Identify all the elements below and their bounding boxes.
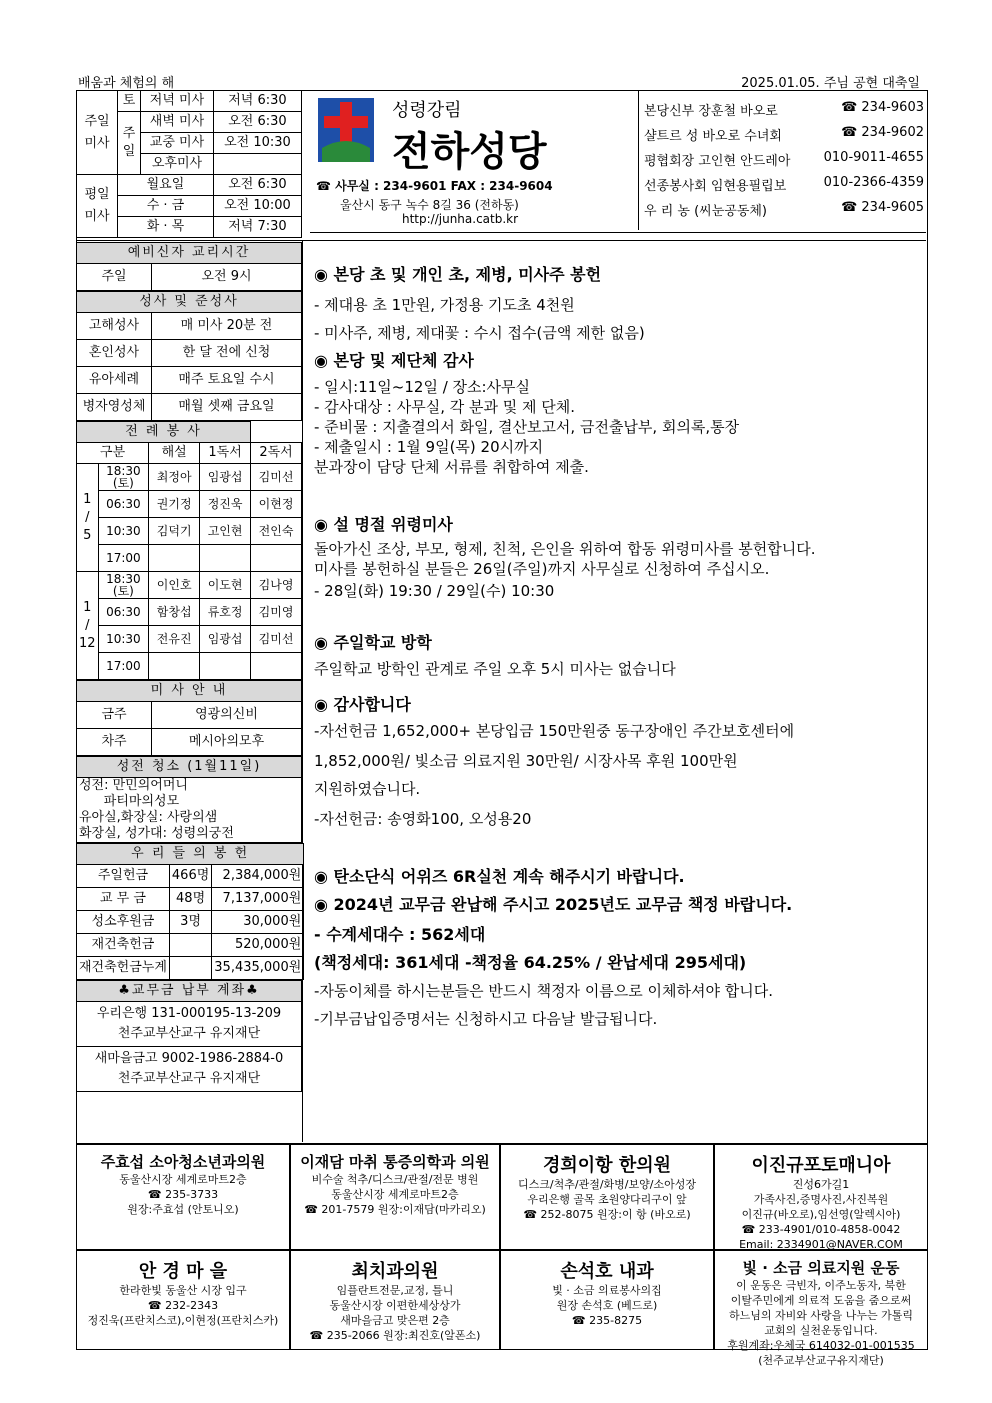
notice-line: - 수계세대수 : 562세대: [314, 925, 486, 944]
notice-line: - 제출일시 : 1월 9일(목) 20시까지: [314, 438, 544, 456]
liturgy-name: 류호정: [200, 599, 251, 626]
ad-line: 가족사진,증명사진,사진복원: [753, 1193, 889, 1206]
offering-amount: 7,137,000원: [212, 888, 304, 911]
ad-line: ☎ 235-8275: [571, 1314, 643, 1327]
liturgy-name: 전인숙: [251, 518, 302, 545]
ad-title: 안 경 마 을: [138, 1261, 228, 1282]
liturgy-time: 10:30: [98, 626, 149, 653]
offering-label: 성소후원금: [77, 911, 170, 934]
contact-name: 선종봉사회 임현용필립보: [644, 179, 787, 194]
liturgy-name: 정진욱: [200, 491, 251, 518]
section-header: 예비신자 교리시간: [77, 243, 302, 264]
row-label: 주일: [77, 264, 152, 291]
ad-line: 빛 · 소금 의료봉사의집: [552, 1284, 662, 1297]
liturgy-name: 전유진: [149, 626, 200, 653]
notice-line: 미사를 봉헌하실 분들은 26일(주일)까지 사무실로 신청하여 주십시오.: [314, 560, 770, 578]
mass-name: 교중 미사: [141, 133, 214, 154]
office-phone: ☎ 사무실 : 234-9601 FAX : 234-9604: [316, 179, 553, 193]
ad-line: 정진욱(프란치스코),이현정(프란치스카): [87, 1314, 279, 1327]
liturgy-head: 2독서: [251, 443, 302, 464]
ad-line: 새마을금고 맞은편 2층: [340, 1314, 450, 1327]
notice-line: -자선헌금: 송영화100, 오성용20: [314, 810, 532, 828]
mass-name: 새벽 미사: [141, 112, 214, 133]
mass-times-table: [76, 90, 302, 238]
contact-row: [644, 100, 924, 125]
row-value: 매주 토요일 수시: [152, 367, 302, 394]
weekday-name: 화 · 목: [118, 217, 214, 238]
liturgy-name: [149, 653, 200, 680]
date-feast: 2025.01.05. 주님 공현 대축일: [741, 76, 920, 91]
section-table: [76, 980, 302, 1092]
liturgy-head: 구분: [77, 443, 149, 464]
ad-box: [76, 1250, 290, 1350]
liturgy-time: 10:30: [98, 518, 149, 545]
notice-line: - 준비물 : 지출결의서 화일, 결산보고서, 금전출납부, 회의록,통장: [314, 418, 740, 436]
contact-row: [644, 175, 924, 200]
notice-line: ◉ 주일학교 방학: [314, 633, 432, 652]
liturgy-name: 김미선: [251, 626, 302, 653]
ad-line: 후원계좌:우체국 614032-01-001535: [727, 1339, 915, 1352]
section-header: 미 사 안 내: [77, 681, 302, 702]
ad-line: (천주교부산교구유지재단): [758, 1354, 884, 1367]
liturgy-time: 18:30 (토): [98, 464, 149, 491]
weekday-name: 수 · 금: [118, 196, 214, 217]
ad-line: 디스크/척추/관절/화병/보양/소아성장: [518, 1178, 696, 1191]
account-block: 우리은행 131-000195-13-209 천주교부산교구 유지재단: [77, 1002, 302, 1047]
offering-amount: 520,000원: [212, 934, 304, 957]
ad-title: 경희이항 한의원: [543, 1155, 671, 1176]
ad-line: 이 운동은 극빈자, 이주노동자, 북한: [736, 1279, 906, 1292]
offering-count: 48명: [169, 888, 211, 911]
liturgy-head: 해설: [149, 443, 200, 464]
offering-label: 재건축헌금누계: [77, 957, 170, 980]
row-label: 병자영성체: [77, 394, 152, 421]
ad-box: [500, 1144, 714, 1250]
section-header: ♣교무금 납부 계좌♣: [77, 981, 302, 1002]
ad-line: 이탈주민에게 의료적 도움을 줌으로써: [730, 1294, 912, 1307]
contact-name: 본당신부 장훈철 바오로: [644, 104, 778, 119]
liturgy-name: 김덕기: [149, 518, 200, 545]
notice-line: -자동이체를 하시는분들은 반드시 책정자 이름으로 이체하셔야 합니다.: [314, 982, 774, 1000]
ad-box: [290, 1250, 500, 1350]
ad-box: [290, 1144, 500, 1250]
ad-title: 손석호 내과: [560, 1261, 654, 1282]
section-table: [76, 680, 302, 756]
liturgy-time: 18:30 (토): [98, 572, 149, 599]
contact-phone: 010-2366-4359: [823, 175, 924, 190]
saturday-label: 토: [118, 91, 141, 112]
contact-phone: ☎ 234-9602: [841, 125, 924, 140]
church-subtitle: 성령강림: [392, 100, 462, 121]
section-table: [76, 421, 302, 680]
section-table: [76, 756, 302, 843]
row-value: 영광의신비: [152, 702, 302, 729]
ad-line: 한라한빛 동울산 시장 입구: [119, 1284, 247, 1297]
ad-line: ☎ 233-4901/010-4858-0042: [741, 1223, 901, 1236]
mass-time: [213, 154, 301, 175]
ad-line: 진성6가길1: [792, 1178, 850, 1191]
section-header: 성사 및 준성사: [77, 292, 302, 313]
liturgy-date: 1 / 12: [77, 572, 99, 680]
notice-line: - 일시:11일~12일 / 장소:사무실: [314, 378, 531, 396]
liturgy-time: 17:00: [98, 653, 149, 680]
ad-line: 원장 손석호 (베드로): [556, 1299, 658, 1312]
contact-name: 평협회장 고인현 안드레아: [644, 154, 791, 169]
ad-box: [714, 1144, 928, 1250]
liturgy-time: 17:00: [98, 545, 149, 572]
ad-line: 동울산시장 이편한세상상가: [329, 1299, 461, 1312]
ad-line: 동울산시장 세계로마트2층: [119, 1173, 247, 1186]
contact-row: [644, 125, 924, 150]
offering-count: [169, 957, 211, 980]
ad-title: 이진규포토매니아: [751, 1155, 891, 1176]
ad-line: 원장:주효섭 (안토니오): [127, 1203, 239, 1216]
ad-line: 우리은행 골목 초원양다리구이 앞: [527, 1193, 687, 1206]
offering-amount: 30,000원: [212, 911, 304, 934]
notice-line: ◉ 감사합니다: [314, 695, 411, 714]
liturgy-name: 함창섭: [149, 599, 200, 626]
contact-row: [644, 200, 924, 225]
notice-line: -자선헌금 1,652,000+ 본당입금 150만원중 동구장애인 주간보호센터에: [314, 722, 795, 740]
offering-label: 주일헌금: [77, 865, 170, 888]
row-value: 매 미사 20분 전: [152, 313, 302, 340]
ad-line: ☎ 201-7579 원장:이재담(마카리오): [304, 1203, 486, 1216]
notice-line: -기부금납입증명서는 신청하시고 다음날 발급됩니다.: [314, 1010, 658, 1028]
row-value: 메시아의모후: [152, 729, 302, 756]
contact-name: 샬트르 성 바오로 수녀회: [644, 129, 782, 144]
liturgy-date: 1 / 5: [77, 464, 99, 572]
offering-label: 교 무 금: [77, 888, 170, 911]
section-header: 전 례 봉 사: [77, 422, 251, 443]
notice-line: 주일학교 방학인 관계로 주일 오후 5시 미사는 없습니다: [314, 660, 676, 678]
section-table: [76, 242, 302, 291]
notice-line: ◉ 탄소단식 어위즈 6R실천 계속 해주시기 바랍니다.: [314, 867, 685, 886]
ad-line: ☎ 235-3733: [147, 1188, 219, 1201]
ad-line: 교회의 실천운동입니다.: [764, 1324, 878, 1337]
liturgy-name: 김미영: [251, 599, 302, 626]
notice-line: - 미사주, 제병, 제대꽃 : 수시 접수(금액 제한 없음): [314, 324, 645, 342]
liturgy-name: 이도현: [200, 572, 251, 599]
mass-name: 오후미사: [141, 154, 214, 175]
notice-line: 1,852,000원/ 빛소금 의료지원 30만원/ 시장사목 후원 100만원: [314, 752, 738, 770]
ad-title: 이재담 마취 통증의학과 의원: [300, 1153, 490, 1171]
liturgy-name: [251, 545, 302, 572]
row-value: 한 달 전에 신청: [152, 340, 302, 367]
offering-count: 466명: [169, 865, 211, 888]
weekday-name: 월요일: [118, 175, 214, 196]
church-address: 울산시 동구 녹수 8길 36 (전하동): [340, 198, 519, 212]
ad-line: 임플란트전문,교정, 틀니: [336, 1284, 454, 1297]
row-label: 차주: [77, 729, 152, 756]
row-label: 금주: [77, 702, 152, 729]
liturgy-time: 06:30: [98, 491, 149, 518]
ad-line: ☎ 252-8075 원장:이 항 (바오로): [523, 1208, 691, 1221]
notice-line: ◉ 본당 및 제단체 감사: [314, 351, 474, 370]
sunday-mass-label: 주일 미사: [77, 91, 118, 175]
notice-line: ◉ 본당 초 및 개인 초, 제병, 미사주 봉헌: [314, 265, 602, 284]
section-header: 성전 청소 (1월11일): [77, 757, 302, 778]
ad-box: [714, 1250, 928, 1367]
church-url[interactable]: http://junha.catb.kr: [402, 212, 519, 226]
row-value: 오전 9시: [152, 264, 302, 291]
liturgy-name: [200, 545, 251, 572]
weekday-time: 오전 6:30: [213, 175, 301, 196]
contact-phone: 010-9011-4655: [823, 150, 924, 165]
liturgy-name: 김미선: [251, 464, 302, 491]
row-label: 유아세례: [77, 367, 152, 394]
liturgy-time: 06:30: [98, 599, 149, 626]
offering-amount: 2,384,000원: [212, 865, 304, 888]
sunday-label: 주 일: [118, 112, 141, 175]
section-table: [76, 291, 302, 421]
notice-line: 분과장이 담당 단체 서류를 취합하여 제출.: [314, 458, 589, 476]
contacts-list: [644, 100, 924, 225]
contact-phone: ☎ 234-9603: [841, 100, 924, 115]
ad-line: 비수술 척추/디스크/관절/전문 병원: [311, 1173, 479, 1186]
row-value: 매월 셋째 금요일: [152, 394, 302, 421]
contact-phone: ☎ 234-9605: [841, 200, 924, 215]
notice-line: ◉ 설 명절 위령미사: [314, 515, 453, 534]
ad-title: 빛 · 소금 의료지원 운동: [742, 1259, 900, 1277]
church-logo-icon: [318, 98, 374, 162]
contact-row: [644, 150, 924, 175]
row-label: 고해성사: [77, 313, 152, 340]
offering-count: 3명: [169, 911, 211, 934]
contact-name: 우 리 농 (씨눈공동체): [644, 204, 768, 219]
weekday-time: 저녁 7:30: [213, 217, 301, 238]
ad-line: Email: 2334901@NAVER.COM: [739, 1238, 903, 1251]
ad-line: 이진규(바오로),임선영(알렉시아): [741, 1208, 901, 1221]
liturgy-name: 최정아: [149, 464, 200, 491]
notice-line: (책정세대: 361세대 -책정율 64.25% / 완납세대 295세대): [314, 953, 747, 972]
ad-title: 주효섭 소아청소년과의원: [100, 1153, 266, 1171]
notice-line: 돌아가신 조상, 부모, 형제, 친척, 은인을 위하여 합동 위령미사를 봉헌합니다.: [314, 540, 816, 558]
liturgy-name: 권기정: [149, 491, 200, 518]
mass-time: 오전 10:30: [213, 133, 301, 154]
weekday-time: 오전 10:00: [213, 196, 301, 217]
section-header: 우 리 들 의 봉 헌: [77, 844, 304, 865]
liturgy-name: 이인호: [149, 572, 200, 599]
ad-line: 하느님의 자비와 사랑을 나누는 가톨릭: [728, 1309, 913, 1322]
ad-box: [76, 1144, 290, 1250]
ad-line: ☎ 235-2066 원장:최진호(알폰소): [309, 1329, 481, 1342]
mass-time: 저녁 6:30: [213, 91, 301, 112]
cleaning-list: 성전: 만민의어머니 파티마의성모 유아실,화장실: 사랑의샘 화장실, 성가대: 성령의궁전: [77, 778, 302, 843]
liturgy-name: 임광섭: [200, 464, 251, 491]
liturgy-name: [149, 545, 200, 572]
liturgy-name: 고인현: [200, 518, 251, 545]
left-column: [76, 242, 302, 1092]
liturgy-name: 임광섭: [200, 626, 251, 653]
ad-title: 최치과의원: [351, 1261, 439, 1282]
liturgy-name: [251, 653, 302, 680]
liturgy-name: 김나영: [251, 572, 302, 599]
weekday-mass-label: 평일 미사: [77, 175, 118, 238]
ad-line: 동울산시장 세계로마트2층: [331, 1188, 459, 1201]
notice-line: - 28일(화) 19:30 / 29일(수) 10:30: [314, 582, 555, 600]
mass-name: 저녁 미사: [141, 91, 214, 112]
account-block: 새마을금고 9002-1986-2884-0 천주교부산교구 유지재단: [77, 1047, 302, 1092]
ad-line: ☎ 232-2343: [147, 1299, 219, 1312]
year-theme: 배움과 체험의 해: [78, 76, 175, 91]
notice-line: 지원하였습니다.: [314, 780, 421, 798]
row-label: 혼인성사: [77, 340, 152, 367]
ad-box: [500, 1250, 714, 1350]
church-name: 전하성당: [392, 128, 547, 175]
offering-amount: 35,435,000원: [212, 957, 304, 980]
offering-count: [169, 934, 211, 957]
notice-line: - 감사대상 : 사무실, 각 분과 및 제 단체.: [314, 398, 576, 416]
liturgy-name: 이현정: [251, 491, 302, 518]
liturgy-head: 1독서: [200, 443, 251, 464]
mass-time: 오전 6:30: [213, 112, 301, 133]
liturgy-name: [200, 653, 251, 680]
offering-label: 재건축헌금: [77, 934, 170, 957]
notice-line: - 제대용 초 1만원, 가정용 기도초 4천원: [314, 296, 575, 314]
section-table: [76, 843, 304, 980]
notice-line: ◉ 2024년 교무금 완납해 주시고 2025년도 교무금 책정 바랍니다.: [314, 895, 793, 914]
